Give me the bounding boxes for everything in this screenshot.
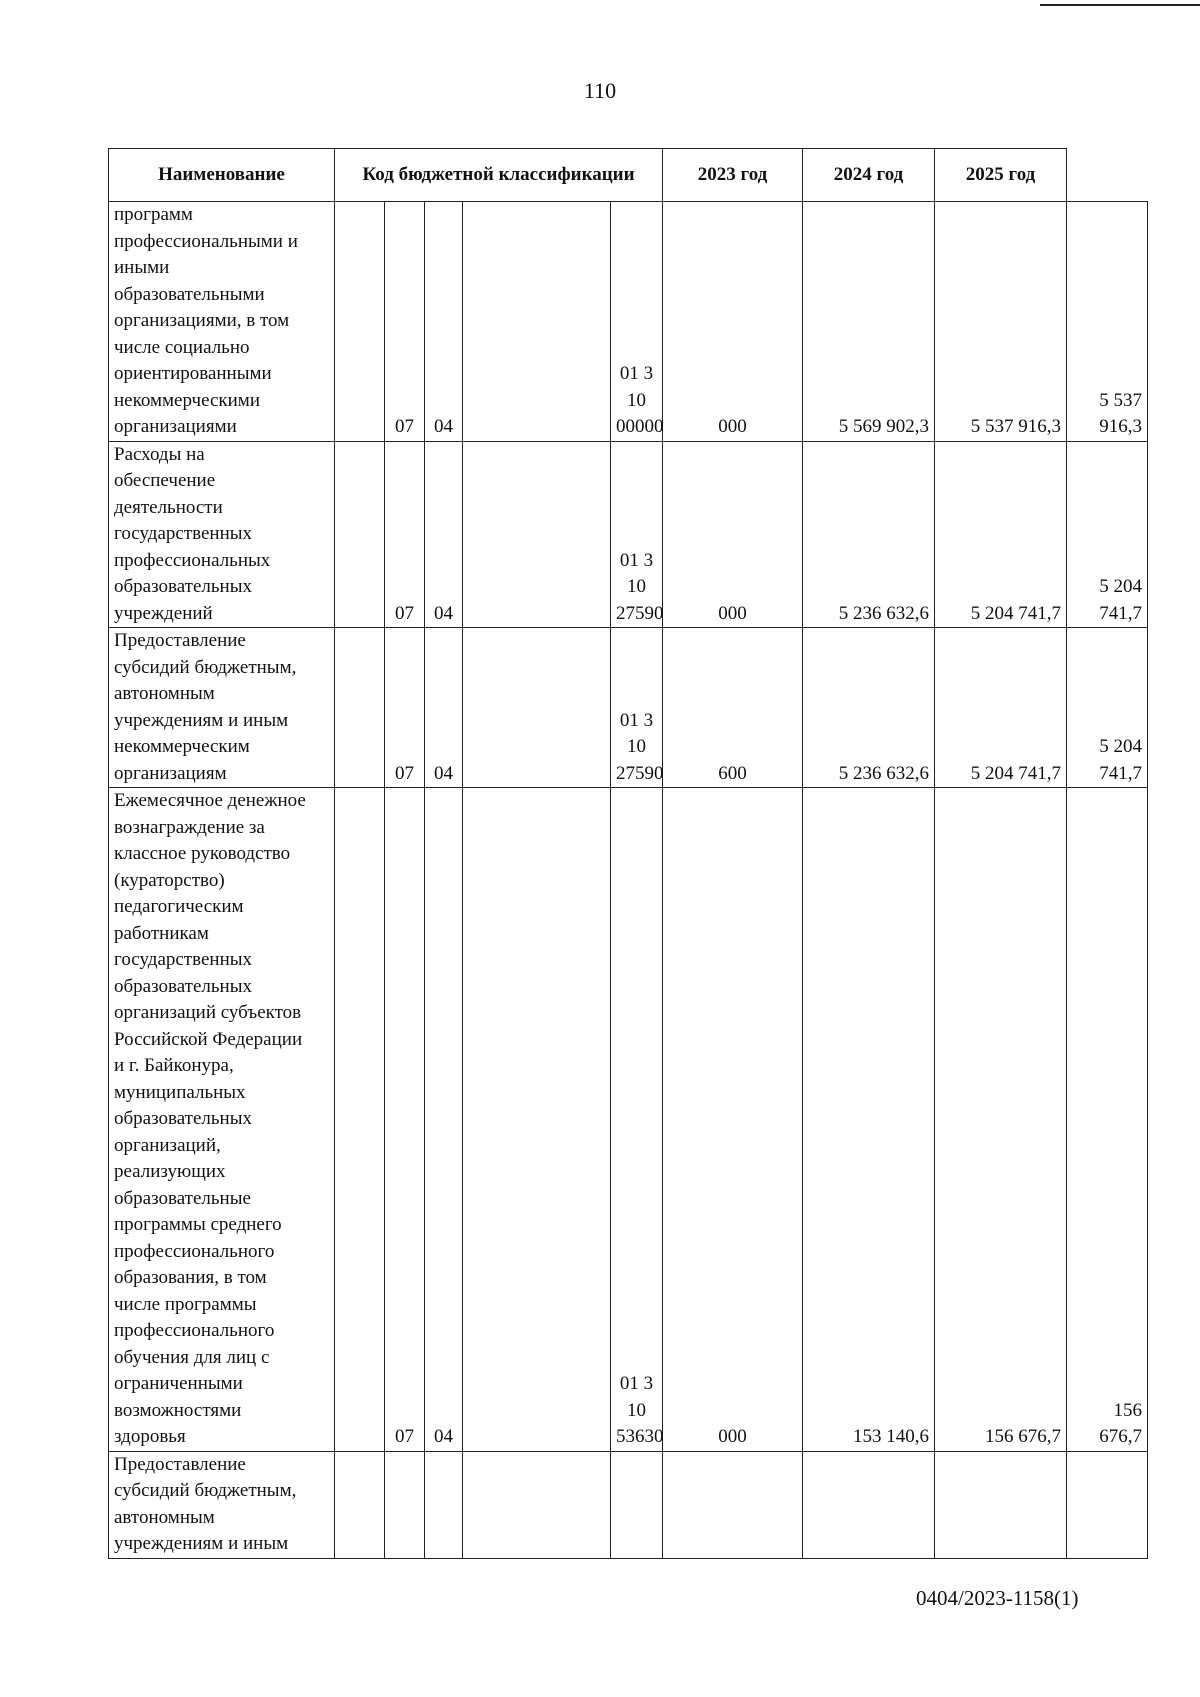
table-row: [109, 1451, 1148, 1558]
row-name-line: образовательными: [114, 283, 265, 305]
row-name-line: обучения для лиц с: [114, 1346, 270, 1368]
row-name-line: педагогическим: [114, 896, 244, 917]
cell-2024: 5 204 741,7: [935, 628, 1067, 788]
empty-cell: [463, 1451, 611, 1558]
cell-2023: 5 236 632,6: [803, 628, 935, 788]
empty-cell: [335, 202, 385, 442]
row-name-line: государственных: [114, 949, 253, 970]
row-name-line: организациями, в том: [114, 310, 290, 331]
row-name-line: иными: [114, 257, 170, 278]
cell-section: 07: [385, 441, 425, 628]
row-name-line: организациям: [114, 762, 227, 784]
row-name-line: Расходы на: [114, 443, 205, 465]
table-row: [109, 202, 1148, 442]
row-name-line: субсидий бюджетным,: [114, 1480, 297, 1501]
row-name-line: вознаграждение за: [114, 816, 265, 838]
empty-cell: [463, 628, 611, 788]
cell-expense-type: 600: [663, 628, 803, 788]
row-name-line: государственных: [114, 523, 253, 544]
cell-section: [385, 1451, 425, 1558]
cell-target-item: 01 3 10 53630: [611, 788, 663, 1452]
cell-subsection: 04: [425, 788, 463, 1452]
row-name-line: автономным: [114, 683, 215, 704]
row-name: [109, 788, 335, 1452]
row-name-line: здоровья: [114, 1426, 186, 1447]
row-name-line: профессионального: [114, 1320, 275, 1341]
header-2024: 2024 год: [803, 149, 935, 202]
cell-2025: 156 676,7: [1067, 788, 1148, 1452]
row-name: [109, 1451, 335, 1558]
cell-2024: 156 676,7: [935, 788, 1067, 1452]
cell-2025: 5 204 741,7: [1067, 441, 1148, 628]
cell-2023: 153 140,6: [803, 788, 935, 1452]
row-name-line: учреждений: [114, 602, 213, 624]
header-2025: 2025 год: [935, 149, 1067, 202]
row-name-line: учреждениям и иным: [114, 709, 289, 731]
row-name-line: образовательных: [114, 1108, 252, 1129]
row-name-line: профессионального: [114, 1240, 275, 1262]
row-name-line: организаций субъектов: [114, 1002, 302, 1023]
cell-2023: [803, 1451, 935, 1558]
empty-cell: [463, 788, 611, 1452]
row-name-line: (кураторство): [114, 869, 225, 891]
row-name-line: числе социально: [114, 336, 250, 358]
top-rule: [1040, 4, 1200, 6]
row-name-line: образовательных: [114, 975, 252, 997]
row-name: [109, 441, 335, 628]
header-name: Наименование: [109, 149, 335, 202]
row-name-line: реализующих: [114, 1161, 226, 1182]
header-2023: 2023 год: [663, 149, 803, 202]
empty-cell: [463, 441, 611, 628]
cell-2025: 5 204 741,7: [1067, 628, 1148, 788]
cell-expense-type: [663, 1451, 803, 1558]
cell-section: 07: [385, 788, 425, 1452]
document-id: 0404/2023-1158(1): [916, 1586, 1079, 1610]
row-name-line: некоммерческими: [114, 389, 260, 411]
row-name-line: и г. Байконура,: [114, 1055, 234, 1076]
cell-2023: 5 569 902,3: [803, 202, 935, 442]
row-name-line: профессиональных: [114, 549, 271, 571]
cell-2025: 5 537 916,3: [1067, 202, 1148, 442]
row-name-line: деятельности: [114, 496, 223, 518]
row-name: [109, 202, 335, 442]
cell-subsection: 04: [425, 441, 463, 628]
cell-2024: [935, 1451, 1067, 1558]
table-row: [109, 441, 1148, 628]
cell-section: 07: [385, 202, 425, 442]
cell-subsection: 04: [425, 202, 463, 442]
row-name-line: Предоставление: [114, 630, 246, 651]
header-row: [109, 149, 1148, 202]
row-name-line: автономным: [114, 1506, 215, 1528]
cell-target-item: 01 3 10 27590: [611, 628, 663, 788]
row-name-line: обеспечение: [114, 470, 216, 491]
row-name-line: возможностями: [114, 1399, 242, 1421]
cell-expense-type: 000: [663, 441, 803, 628]
row-name-line: Российской Федерации: [114, 1028, 303, 1050]
row-name-line: образовательных: [114, 576, 252, 597]
empty-cell: [463, 202, 611, 442]
cell-2024: 5 204 741,7: [935, 441, 1067, 628]
row-name-line: Ежемесячное денежное: [114, 790, 306, 811]
row-name-line: ограниченными: [114, 1373, 243, 1394]
cell-2024: 5 537 916,3: [935, 202, 1067, 442]
cell-subsection: [425, 1451, 463, 1558]
row-name-line: учреждениям и иным: [114, 1533, 289, 1554]
cell-section: 07: [385, 628, 425, 788]
cell-expense-type: 000: [663, 202, 803, 442]
table-row: [109, 628, 1148, 788]
row-name-line: программ: [114, 204, 193, 225]
cell-expense-type: 000: [663, 788, 803, 1452]
empty-cell: [335, 1451, 385, 1558]
empty-cell: [335, 441, 385, 628]
row-name-line: некоммерческим: [114, 736, 250, 757]
header-code: Код бюджетной классификации: [335, 149, 663, 202]
cell-target-item: 01 3 10 27590: [611, 441, 663, 628]
row-name-line: программы среднего: [114, 1214, 282, 1235]
row-name-line: ориентированными: [114, 363, 272, 384]
row-name-line: классное руководство: [114, 843, 291, 864]
row-name-line: муниципальных: [114, 1081, 246, 1103]
row-name-line: профессиональными и: [114, 230, 298, 252]
cell-2025: [1067, 1451, 1148, 1558]
row-name-line: организациями: [114, 416, 237, 437]
empty-cell: [335, 788, 385, 1452]
row-name-line: образовательные: [114, 1187, 251, 1209]
cell-subsection: 04: [425, 628, 463, 788]
cell-target-item: [611, 1451, 663, 1558]
budget-table: [108, 148, 1148, 1559]
row-name-line: Предоставление: [114, 1453, 246, 1475]
empty-cell: [335, 628, 385, 788]
row-name-line: субсидий бюджетным,: [114, 656, 297, 678]
row-name: [109, 628, 335, 788]
row-name-line: числе программы: [114, 1293, 257, 1315]
row-name-line: организаций,: [114, 1134, 221, 1156]
row-name-line: образования, в том: [114, 1267, 267, 1288]
page-number: 110: [583, 78, 617, 103]
cell-2023: 5 236 632,6: [803, 441, 935, 628]
cell-target-item: 01 3 10 00000: [611, 202, 663, 442]
table-row: [109, 788, 1148, 1452]
row-name-line: работникам: [114, 922, 209, 944]
